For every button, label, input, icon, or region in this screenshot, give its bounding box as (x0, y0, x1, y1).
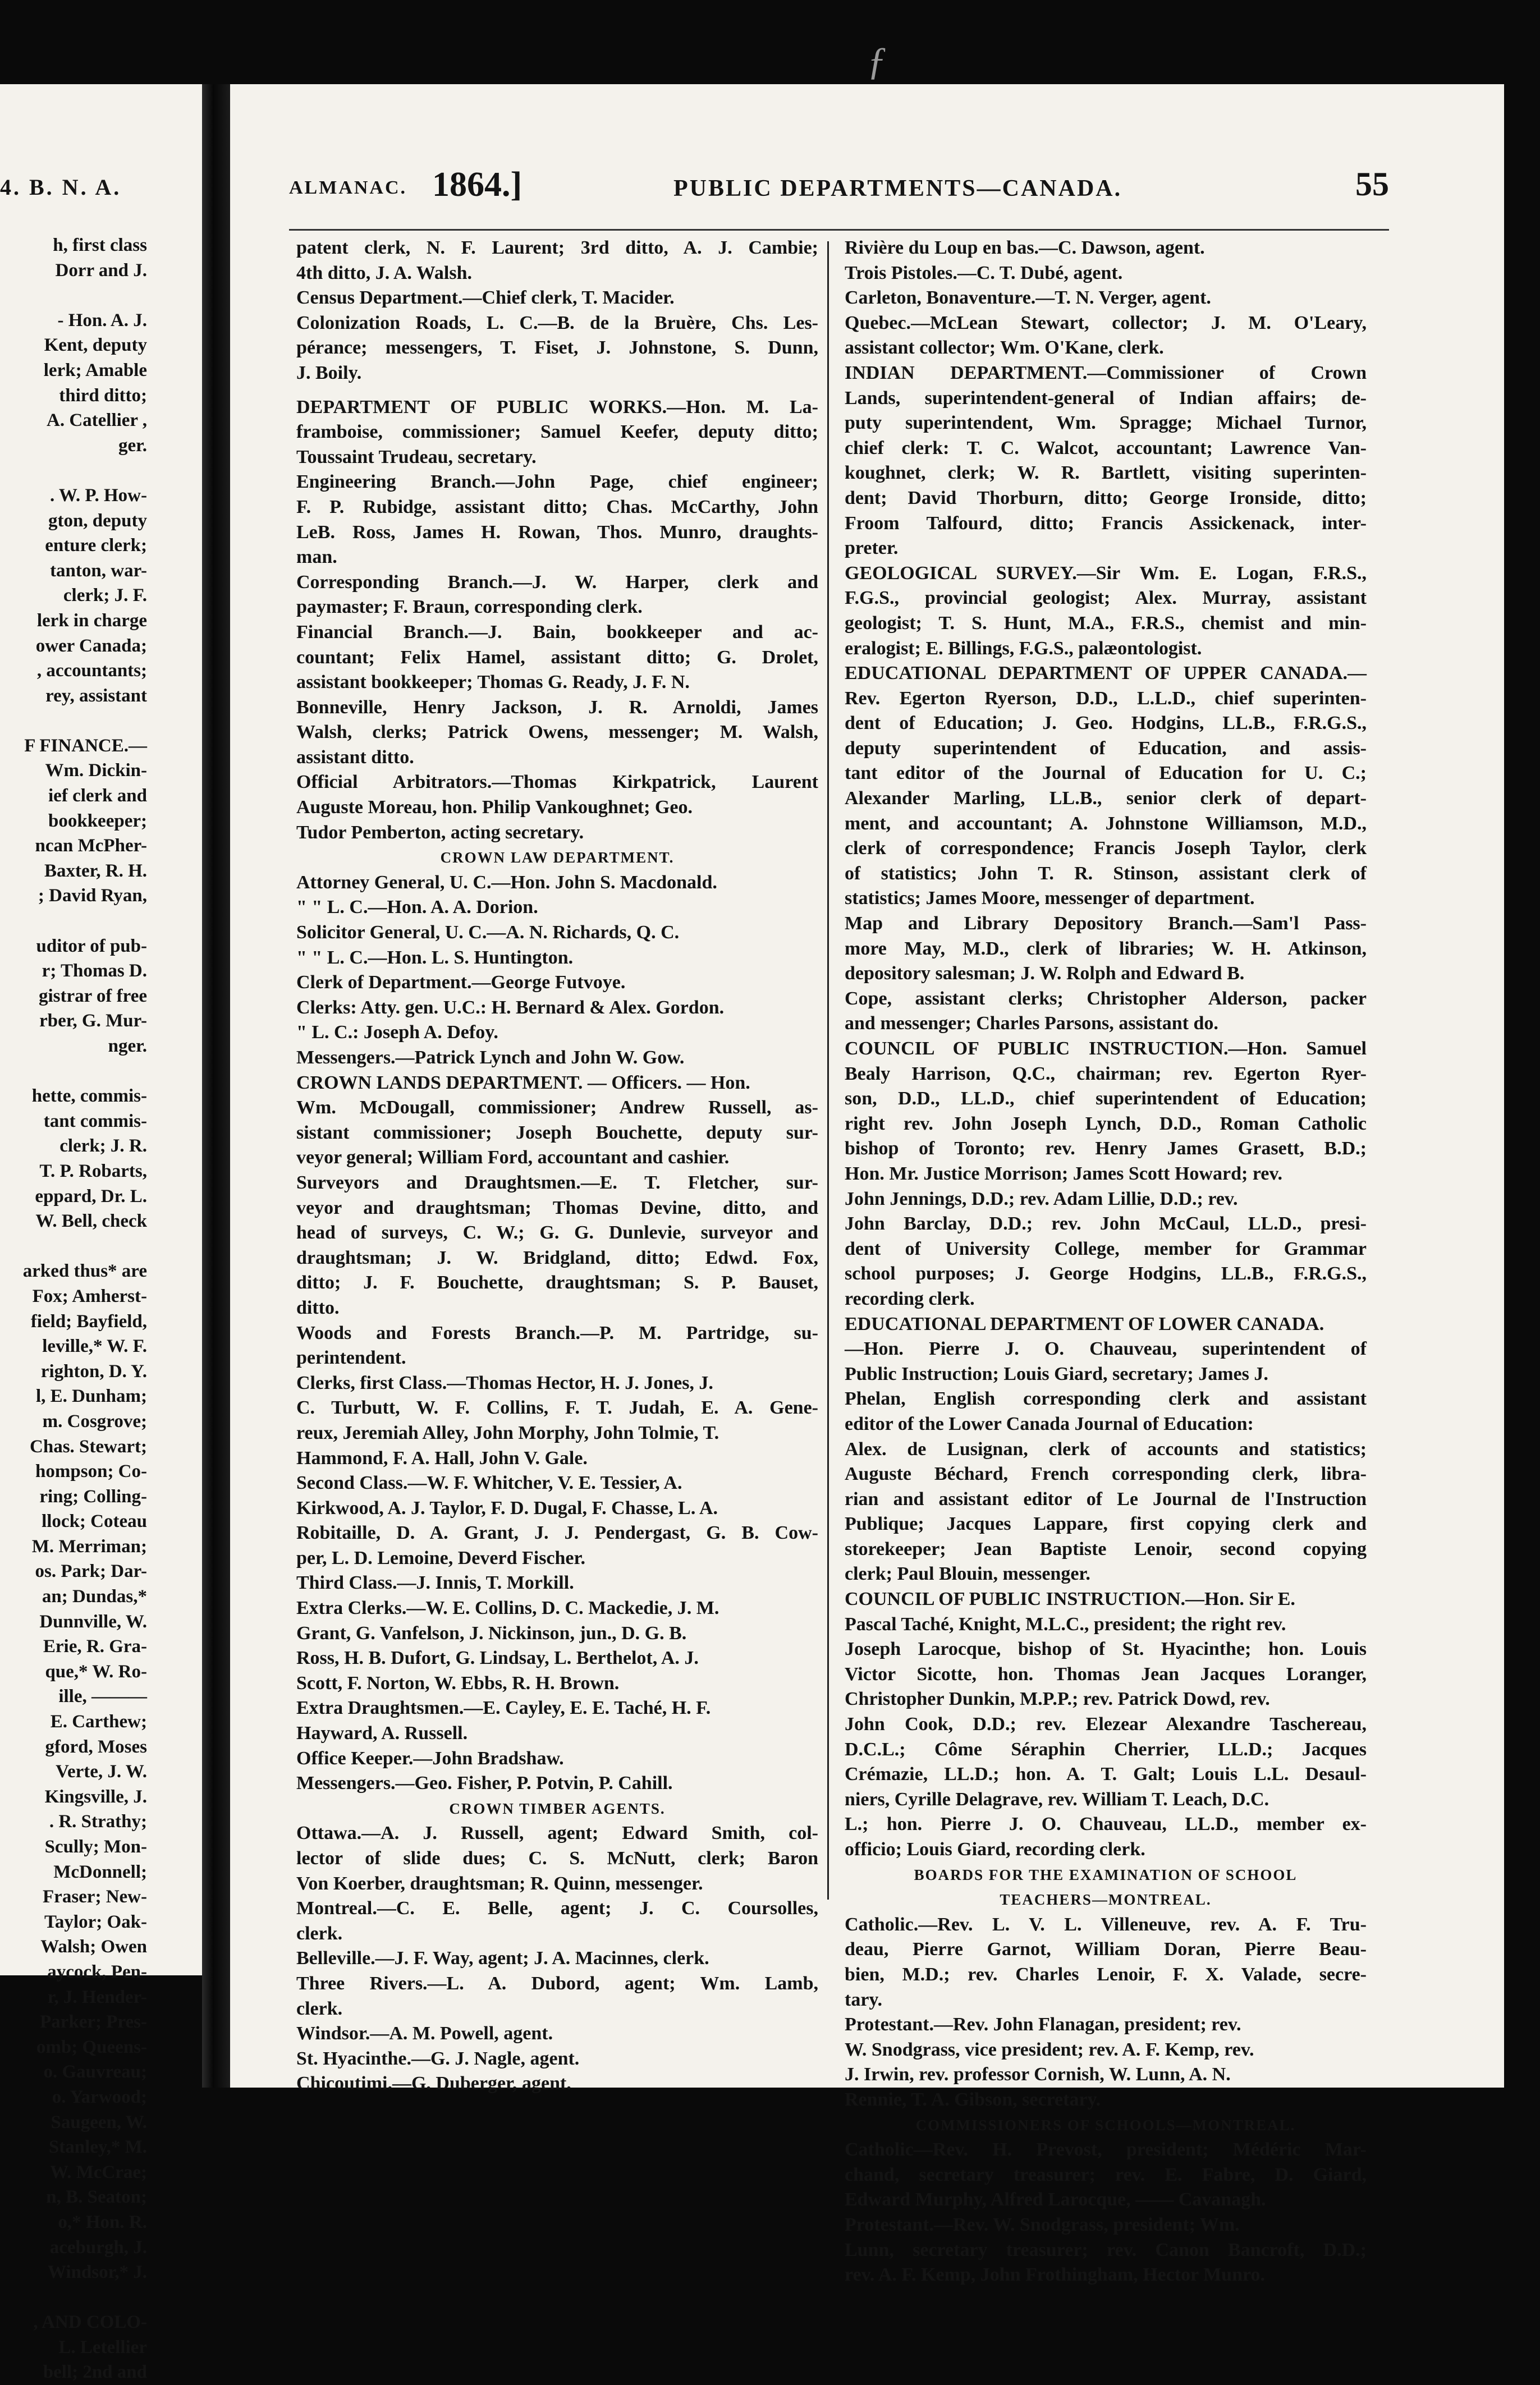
text-line: bookkeeper; (48, 810, 147, 831)
text-line: righton, D. Y. (40, 1361, 147, 1382)
text-line: que,* W. Ro- (45, 1661, 147, 1682)
text-line: enture clerk; (45, 535, 147, 556)
text-line: ditto; J. F. Bouchette, draughtsman; S. P. Bauset, (296, 1272, 818, 1294)
text-line: Dunnville, W. (39, 1611, 147, 1632)
text-line: Official Arbitrators.—Thomas Kirkpatrick, Laurent (296, 772, 818, 793)
text-line (0, 2285, 147, 2310)
text-line: Auguste Béchard, French corresponding clerk, libra- (845, 1464, 1367, 1485)
text-line: veyor general; William Ford, accountant and cashier. (296, 1147, 730, 1168)
text-line: Windsor.—A. M. Powell, agent. (296, 2023, 553, 2044)
text-line: veyor and draughtsman; Thomas Devine, ditto, and (296, 1197, 818, 1218)
text-line: Three Rivers.—L. A. Dubord, agent; Wm. Lamb, (296, 1973, 818, 1994)
text-line: Stanley,* M. (48, 2137, 147, 2158)
text-line: clerk. (296, 1923, 343, 1944)
header-rule (289, 229, 1389, 231)
text-line: clerk of correspondence; Francis Joseph Taylor, clerk (845, 838, 1367, 859)
text-line: Saugeen, W. (51, 2112, 147, 2132)
text-line: r, J. Hender- (47, 1987, 147, 2007)
text-line: o. Gauvreau; (43, 2062, 147, 2083)
text-line: J. Boily. (296, 362, 362, 383)
text-line: rev. A. F. Kemp, John Frothingham, Hector Munro. (845, 2264, 1265, 2286)
text-line: reux, Jeremiah Alley, John Morphy, John Tolmie, T. (296, 1422, 719, 1443)
page-number: 55 (1355, 166, 1389, 203)
text-line: Windsor,* J. (48, 2262, 147, 2283)
text-line: COMMISSIONERS OF SCHOOLS—MONTREAL. (915, 2116, 1296, 2134)
text-line: F.G.S., provincial geologist; Alex. Murray, assistant (845, 588, 1367, 609)
text-line: ; David Ryan, (38, 886, 147, 906)
text-line: John Jennings, D.D.; rev. Adam Lillie, D.D.; rev. (845, 1188, 1238, 1209)
text-line: " " L. C.—Hon. L. S. Huntington. (296, 947, 574, 968)
text-line: —Hon. Pierre J. O. Chauveau, superintendent of (845, 1338, 1367, 1360)
text-line: 4th ditto, J. A. Walsh. (296, 262, 473, 283)
text-line (0, 708, 147, 733)
text-line: paymaster; F. Braun, corresponding clerk. (296, 597, 643, 618)
text-line: . R. Strathy; (49, 1811, 147, 1832)
text-line: lerk in charge (36, 610, 147, 631)
running-header (289, 163, 1389, 213)
text-line: gton, deputy (48, 510, 147, 531)
header-year: 1864.] (432, 166, 522, 204)
text-line: CROWN TIMBER AGENTS. (449, 1800, 666, 1817)
text-line: M. Merriman; (31, 1536, 147, 1557)
text-line: geologist; T. S. Hunt, M.A., F.R.S., chemist and min- (845, 612, 1367, 634)
text-line: per, L. D. Lemoine, Deverd Fischer. (296, 1547, 585, 1568)
text-line: Scott, F. Norton, W. Ebbs, R. H. Brown. (296, 1672, 620, 1694)
text-line: Lunn, secretary treasurer; rev. Canon Bancroft, D.D.; (845, 2239, 1367, 2260)
text-line: Kirkwood, A. J. Taylor, F. D. Dugal, F. Chasse, L. A. (296, 1497, 718, 1519)
text-line: Extra Clerks.—W. E. Collins, D. C. Mackedie, J. M. (296, 1598, 719, 1619)
text-line (0, 283, 147, 308)
text-line: officio; Louis Giard, recording clerk. (845, 1839, 1145, 1860)
facing-page-fragment (0, 84, 202, 2383)
text-line: C. Turbutt, W. F. Collins, F. T. Judah, E. A. Gene- (296, 1397, 818, 1419)
text-line: right rev. John Joseph Lynch, D.D., Roman Catholic (845, 1113, 1367, 1134)
text-line: Lands, superintendent-general of Indian affairs; de- (845, 387, 1367, 409)
text-line: clerk; Paul Blouin, messenger. (845, 1563, 1090, 1585)
text-line: ring; Colling- (39, 1486, 147, 1507)
text-line: Pascal Taché, Knight, M.L.C., president; the right rev. (845, 1613, 1286, 1635)
text-line: depository salesman; J. W. Rolph and Edward B. (845, 963, 1245, 984)
text-line: recording clerk. (845, 1288, 975, 1309)
text-line: Office Keeper.—John Bradshaw. (296, 1748, 564, 1769)
text-line: ditto. (296, 1297, 340, 1318)
text-line: bishop of Toronto; rev. Henry James Grasett, B.D.; (845, 1138, 1367, 1159)
text-line: Alexander Marling, LL.B., senior clerk of depart- (845, 788, 1367, 809)
text-line: Edward Murphy, Alfred Larocque, —— Cavanagh. (845, 2189, 1266, 2210)
text-line: Crémazie, LL.D.; hon. A. T. Galt; Louis L.L. Desaul- (845, 1764, 1367, 1785)
text-line: more May, M.D., clerk of libraries; W. H. Atkinson, (845, 938, 1367, 959)
text-line: " " L. C.—Hon. A. A. Dorion. (296, 897, 538, 918)
text-line: ger. (118, 435, 147, 456)
text-line: Wm. McDougall, commissioner; Andrew Russell, as- (296, 1097, 818, 1118)
text-line: third ditto; (59, 385, 147, 406)
header-title: PUBLIC DEPARTMENTS—CANADA. (673, 176, 1122, 201)
text-line: Catholic—Rev. H. Prevost, president; Médéric Mar- (845, 2139, 1367, 2161)
text-line: Von Koerber, draughtsman; R. Quinn, messenger. (296, 1873, 703, 1894)
text-line: o. Yarwood; (52, 2086, 147, 2107)
facing-page-header: 4. B. N. A. (0, 175, 122, 200)
text-line: Publique; Jacques Lappare, first copying clerk and (845, 1513, 1367, 1535)
text-line: assistant collector; Wm. O'Kane, clerk. (845, 337, 1164, 359)
text-line: Rivière du Loup en bas.—C. Dawson, agent. (845, 237, 1205, 258)
text-line: Colonization Roads, L. C.—B. de la Bruère, Chs. Les- (296, 312, 818, 333)
text-line: Corresponding Branch.—J. W. Harper, clerk and (296, 571, 818, 593)
text-line: F FINANCE.— (24, 735, 147, 756)
text-line: W. Snodgrass, vice president; rev. A. F. Kemp, rev. (845, 2039, 1254, 2060)
text-line: storekeeper; Jean Baptiste Lenoir, second copying (845, 1538, 1367, 1560)
text-line: preter. (845, 538, 899, 559)
text-line: gistrar of free (38, 985, 147, 1006)
text-line: W. Bell, check (35, 1211, 147, 1232)
text-line: Grant, G. Vanfelson, J. Nickinson, jun., D. G. B. (296, 1622, 687, 1644)
text-line: L.; hon. Pierre J. O. Chauveau, LL.D., member ex- (845, 1814, 1367, 1835)
text-line: framboise, commissioner; Samuel Keefer, deputy ditto; (296, 421, 818, 443)
text-line: aycock, Pen- (47, 1961, 147, 1982)
text-line: chand, secretary treasurer; rev. E. Fabre, D. Giard, (845, 2164, 1367, 2185)
text-line: omb; Queens- (36, 2037, 147, 2057)
stray-pencil-mark: ƒ (867, 40, 887, 83)
text-line: hette, commis- (31, 1086, 147, 1107)
text-line: Victor Sicotte, hon. Thomas Jean Jacques Loranger, (845, 1663, 1367, 1685)
text-line: r; Thomas D. (42, 961, 147, 981)
text-line: W. McCrae; (50, 2162, 147, 2182)
text-line: clerk; J. R. (59, 1136, 147, 1157)
text-line: L. Letellier (58, 2337, 147, 2358)
text-line: Extra Draughtsmen.—E. Cayley, E. E. Taché, H. F. (296, 1698, 711, 1719)
text-line: m. Cosgrove; (42, 1411, 147, 1432)
column-rule (827, 241, 829, 1900)
text-line: bien, M.D.; rev. Charles Lenoir, F. X. Valade, secre- (845, 1964, 1367, 1985)
text-line: Catholic.—Rev. L. V. L. Villeneuve, rev. A. F. Tru- (845, 1914, 1367, 1935)
text-line: tanton, war- (50, 560, 147, 581)
text-line: , accountants; (36, 661, 147, 681)
text-line: chief clerk: T. C. Walcot, accountant; Lawrence Van- (845, 437, 1367, 458)
text-line: Walsh; Owen (40, 1937, 147, 1957)
text-column-right (845, 236, 1367, 2288)
text-line: niers, Cyrille Delagrave, rev. William T. Leach, D.C. (845, 1788, 1269, 1810)
text-line: field; Bayfield, (30, 1311, 147, 1332)
text-line: Hayward, A. Russell. (296, 1723, 468, 1744)
text-line: T. P. Robarts, (39, 1161, 147, 1181)
text-line: sistant commissioner; Joseph Bouchette, deputy sur- (296, 1122, 818, 1143)
text-line: Engineering Branch.—John Page, chief engineer; (296, 471, 818, 493)
text-line: assistant bookkeeper; Thomas G. Ready, J. F. N. (296, 672, 690, 693)
text-line: editor of the Lower Canada Journal of Education: (845, 1413, 1254, 1434)
text-line (0, 1059, 147, 1084)
text-line: rian and assistant editor of Le Journal de l'Instruction (845, 1488, 1367, 1510)
text-line: Quebec.—McLean Stewart, collector; J. M. O'Leary, (845, 312, 1367, 333)
text-line: Alex. de Lusignan, clerk of accounts and statistics; (845, 1438, 1367, 1460)
text-line: Joseph Larocque, bishop of St. Hyacinthe; hon. Louis (845, 1639, 1367, 1660)
text-line: D.C.L.; Côme Séraphin Cherrier, LL.D.; Jacques (845, 1739, 1367, 1760)
text-line: deau, Pierre Garnot, William Doran, Pierre Beau- (845, 1939, 1367, 1960)
text-line: EDUCATIONAL DEPARTMENT OF LOWER CANADA. (845, 1313, 1324, 1334)
text-line: - Hon. A. J. (57, 310, 147, 331)
text-line: Erie, R. Gra- (43, 1636, 147, 1657)
text-line: Second Class.—W. F. Whitcher, V. E. Tessier, A. (296, 1473, 682, 1494)
text-line: COUNCIL OF PUBLIC INSTRUCTION.—Hon. Sir E. (845, 1589, 1295, 1610)
text-line: McDonnell; (53, 1861, 147, 1882)
text-line: GEOLOGICAL SURVEY.—Sir Wm. E. Logan, F.R.S., (845, 562, 1367, 584)
text-line: llock; Coteau (42, 1511, 147, 1532)
text-line: Bealy Harrison, Q.C., chairman; rev. Egerton Ryer- (845, 1063, 1367, 1084)
text-line: Toussaint Trudeau, secretary. (296, 446, 537, 467)
text-line: Attorney General, U. C.—Hon. John S. Macdonald. (296, 872, 717, 893)
text-line: Baxter, R. H. (44, 860, 147, 881)
text-line: Rennie, T. A. Gibson, secretary. (845, 2089, 1101, 2110)
text-line: aceburgh, J. (49, 2237, 147, 2258)
text-line: Woods and Forests Branch.—P. M. Partridge, su- (296, 1322, 818, 1343)
text-line: assistant ditto. (296, 746, 414, 768)
page (230, 84, 1504, 2286)
text-line: dent; David Thorburn, ditto; George Ironside, ditto; (845, 487, 1367, 508)
facing-page-text-column (0, 233, 147, 2385)
text-line: uditor of pub- (36, 935, 147, 956)
text-line: Walsh, clerks; Patrick Owens, messenger; M. Walsh, (296, 722, 818, 743)
text-line: tant commis- (43, 1111, 147, 1131)
text-line: St. Hyacinthe.—G. J. Nagle, agent. (296, 2048, 580, 2069)
text-line: BOARDS FOR THE EXAMINATION OF SCHOOL (914, 1866, 1298, 1883)
text-line: arked thus* are (22, 1261, 147, 1282)
text-line (0, 909, 147, 934)
text-line: Robitaille, D. A. Grant, J. J. Pendergast, G. B. Cow- (296, 1522, 818, 1544)
text-line: Census Department.—Chief clerk, T. Macider. (296, 287, 675, 309)
text-line: an; Dundas,* (42, 1586, 147, 1607)
text-line: os. Park; Dar- (35, 1561, 147, 1582)
text-line: ille, ——— (58, 1686, 147, 1707)
text-line: F. P. Rubidge, assistant ditto; Chas. McCarthy, John (296, 496, 818, 517)
text-line: hompson; Co- (35, 1461, 147, 1482)
text-line (0, 458, 147, 483)
text-line: CROWN LANDS DEPARTMENT. — Officers. — Hon. (296, 1072, 750, 1093)
text-line: school purposes; J. George Hodgins, LL.B., F.R.G.S., (845, 1263, 1367, 1285)
text-line: Hammond, F. A. Hall, John V. Gale. (296, 1447, 588, 1469)
text-line: Kent, deputy (44, 335, 147, 356)
text-line: clerk; J. F. (63, 585, 147, 606)
text-line: " L. C.: Joseph A. Defoy. (296, 1022, 498, 1043)
text-line: Third Class.—J. Innis, T. Morkill. (296, 1572, 574, 1594)
text-line: Chicoutimi.—G. Duberger, agent. (296, 2073, 571, 2094)
text-line: nger. (108, 1036, 147, 1056)
text-line: Chas. Stewart; (30, 1436, 147, 1457)
text-line: Protestant.—Rev. W. Snodgrass, president; Wm. (845, 2214, 1240, 2235)
text-line: Verte, J. W. (56, 1762, 147, 1782)
text-line: statistics; James Moore, messenger of department. (845, 888, 1255, 909)
text-line: ief clerk and (48, 786, 147, 806)
text-line: Ross, H. B. Dufort, G. Lindsay, L. Berthelot, A. J. (296, 1648, 699, 1669)
text-line: INDIAN DEPARTMENT.—Commissioner of Crown (845, 362, 1367, 383)
text-line: n, B. Seaton; (46, 2187, 147, 2208)
text-line: draughtsman; J. W. Bridgland, ditto; Edwd. Fox, (296, 1247, 818, 1268)
text-line: Solicitor General, U. C.—A. N. Richards, Q. C. (296, 922, 680, 943)
text-line: Belleville.—J. F. Way, agent; J. A. Macinnes, clerk. (296, 1948, 709, 1969)
text-line: Rev. Egerton Ryerson, D.D., L.L.D., chief superinten- (845, 687, 1367, 709)
text-column-left (296, 236, 818, 2097)
text-line: eppard, Dr. L. (35, 1186, 147, 1207)
text-line: head of surveys, C. W.; G. G. Dunlevie, surveyor and (296, 1222, 818, 1244)
text-line: tant editor of the Journal of Education for U. C.; (845, 763, 1367, 784)
text-line: John Cook, D.D.; rev. Elezear Alexandre Taschereau, (845, 1714, 1367, 1735)
text-line: Phelan, English corresponding clerk and assistant (845, 1388, 1367, 1410)
text-line: Cope, assistant clerks; Christopher Alderson, packer (845, 988, 1367, 1009)
text-line: rber, G. Mur- (39, 1011, 147, 1031)
text-line: deputy superintendent of Education, and assis- (845, 737, 1367, 759)
text-line: h, first class (53, 235, 147, 255)
text-line: man. (296, 547, 337, 568)
text-line: Clerk of Department.—George Futvoye. (296, 972, 626, 993)
text-line: Parker; Pres- (40, 2012, 147, 2033)
text-line: ower Canada; (35, 635, 147, 656)
text-line: son, D.D., LL.D., chief superintendent of Education; (845, 1088, 1367, 1109)
text-line: bell; 2nd and (43, 2362, 147, 2383)
text-line: eralogist; E. Billings, F.G.S., palæontologist. (845, 637, 1202, 659)
text-line: perintendent. (296, 1347, 406, 1369)
text-line: koughnet, clerk; W. R. Bartlett, visiting superinten- (845, 462, 1367, 484)
text-line (0, 1234, 147, 1259)
text-line: dent of Education; J. Geo. Hodgins, LL.B., F.R.G.S., (845, 713, 1367, 734)
text-line: dent of University College, member for Grammar (845, 1238, 1367, 1259)
text-line: Messengers.—Patrick Lynch and John W. Gow. (296, 1047, 685, 1068)
text-line: tary. (845, 1989, 883, 2010)
text-line: Wm. Dickin- (45, 760, 147, 781)
text-line: Public Instruction; Louis Giard, secretary; James J. (845, 1363, 1268, 1384)
text-line: E. Carthew; (50, 1712, 147, 1732)
text-line: Clerks: Atty. gen. U.C.: H. Bernard & Alex. Gordon. (296, 997, 725, 1018)
text-line: lector of slide dues; C. S. McNutt, clerk; Baron (296, 1848, 818, 1869)
text-line: rey, assistant (45, 685, 147, 706)
text-line: TEACHERS—MONTREAL. (1000, 1891, 1212, 1909)
text-line: J. Irwin, rev. professor Cornish, W. Lunn, A. N. (845, 2064, 1231, 2085)
text-line: Carleton, Bonaventure.—T. N. Verger, agent. (845, 287, 1211, 309)
text-line: Kingsville, J. (44, 1786, 147, 1807)
text-line: John Barclay, D.D.; rev. John McCaul, LL.D., presi- (845, 1213, 1367, 1235)
text-line: Protestant.—Rev. John Flanagan, president; rev. (845, 2014, 1241, 2035)
text-line: Dorr and J. (55, 260, 147, 281)
text-line: clerk. (296, 1998, 343, 2019)
text-line: , AND COLO- (33, 2312, 147, 2333)
text-line: pérance; messengers, T. Fiset, J. Johnstone, S. Dunn, (296, 337, 818, 359)
text-line: DEPARTMENT OF PUBLIC WORKS.—Hon. M. La- (296, 396, 818, 418)
text-line: Hon. Mr. Justice Morrison; James Scott Howard; rev. (845, 1163, 1282, 1184)
book-gutter (202, 84, 230, 2088)
text-line: l, E. Dunham; (35, 1386, 147, 1407)
text-line: Map and Library Depository Branch.—Sam'l Pass- (845, 913, 1367, 934)
text-line: lerk; Amable (43, 360, 147, 380)
text-line: of statistics; John T. R. Stinson, assistant clerk of (845, 863, 1367, 884)
text-line: Fox; Amherst- (32, 1286, 147, 1306)
text-line: CROWN LAW DEPARTMENT. (440, 849, 675, 866)
text-line: ncan McPher- (35, 836, 147, 856)
text-line: COUNCIL OF PUBLIC INSTRUCTION.—Hon. Samuel (845, 1038, 1367, 1059)
text-line: Clerks, first Class.—Thomas Hector, H. J. Jones, J. (296, 1372, 713, 1393)
text-line: Taylor; Oak- (44, 1911, 147, 1932)
text-line: Ottawa.—A. J. Russell, agent; Edward Smith, col- (296, 1823, 818, 1844)
text-line: Financial Branch.—J. Bain, bookkeeper and ac- (296, 621, 818, 643)
text-line: countant; Felix Hamel, assistant ditto; G. Drolet, (296, 646, 818, 668)
text-line: o,* Hon. R. (58, 2212, 147, 2232)
text-line: Trois Pistoles.—C. T. Dubé, agent. (845, 262, 1123, 283)
text-line: and messenger; Charles Parsons, assistant do. (845, 1013, 1218, 1034)
text-line: ment, and accountant; A. Johnstone Williamson, M.D., (845, 813, 1367, 834)
text-line: EDUCATIONAL DEPARTMENT OF UPPER CANADA.— (845, 663, 1367, 684)
header-almanac: ALMANAC. (289, 177, 407, 198)
text-line: LeB. Ross, James H. Rowan, Thos. Munro, draughts- (296, 521, 818, 543)
text-line: Montreal.—C. E. Belle, agent; J. C. Coursolles, (296, 1898, 818, 1919)
text-line: Froom Talfourd, ditto; Francis Assickenack, inter- (845, 512, 1367, 534)
text-line: gford, Moses (45, 1736, 147, 1757)
text-line: leville,* W. F. (42, 1336, 147, 1357)
text-line: Scully; Mon- (44, 1837, 147, 1857)
text-line: Messengers.—Geo. Fisher, P. Potvin, P. Cahill. (296, 1773, 673, 1794)
text-line: Fraser; New- (43, 1887, 147, 1907)
text-line (296, 386, 818, 395)
text-line: Bonneville, Henry Jackson, J. R. Arnoldi, James (296, 696, 818, 718)
text-line: Christopher Dunkin, M.P.P.; rev. Patrick Dowd, rev. (845, 1689, 1270, 1710)
text-line: A. Catellier , (46, 410, 147, 431)
text-line: puty superintendent, Wm. Spragge; Michael Turnor, (845, 412, 1367, 434)
text-line: patent clerk, N. F. Laurent; 3rd ditto, A. J. Cambie; (296, 237, 818, 258)
text-line: Auguste Moreau, hon. Philip Vankoughnet; Geo. (296, 797, 693, 818)
text-line: Tudor Pemberton, acting secretary. (296, 822, 584, 843)
text-line: Surveyors and Draughtsmen.—E. T. Fletcher, sur- (296, 1172, 818, 1193)
text-line: . W. P. How- (50, 485, 147, 506)
